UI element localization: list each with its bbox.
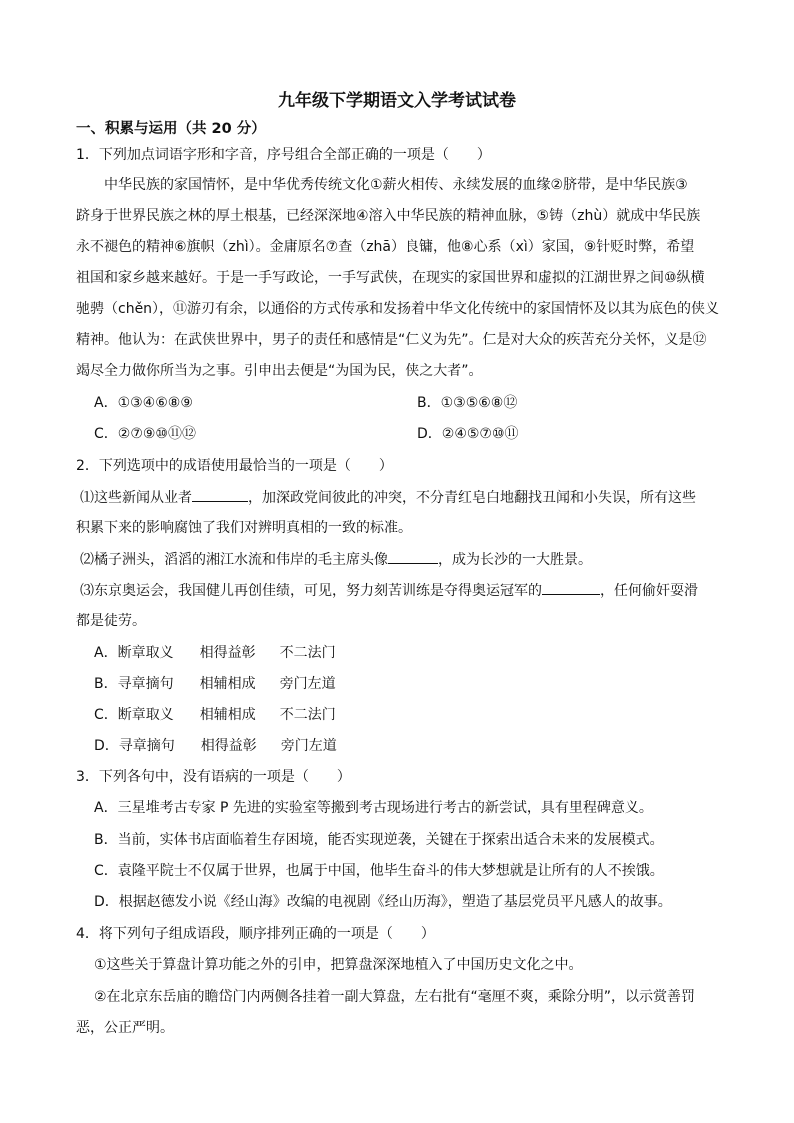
option-word: 旁门左道	[279, 676, 336, 692]
option-word: 相得益彰	[199, 645, 256, 661]
passage-line: 精神。他认为：在武侠世界中，男子的责任和感情是“仁义为先”。仁是对大众的疾苦充分关怀，义是⑫	[76, 332, 707, 348]
question-1-stem: 1．下列加点词语字形和字音，序号组合全部正确的一项是（ ）	[76, 147, 491, 163]
question-2-sentence-1-cont: 积累下来的影响腐蚀了我们对辨明真相的一致的标准。	[76, 520, 412, 536]
question-1-option-a: A．①③④⑥⑧⑨	[94, 395, 193, 411]
option-word: 不二法门	[279, 645, 336, 661]
question-2-option-c	[94, 705, 774, 725]
sentence-text: ，加深政党间彼此的冲突，不分青红皂白地翻找丑闻和小失误，所有这些	[248, 490, 696, 506]
question-3-option-d: D．根据赵德发小说《经山海》改编的电视剧《经山历海》，塑造了基层党员平凡感人的故事。	[94, 894, 672, 910]
question-3-stem: 3．下列各句中，没有语病的一项是（ ）	[76, 769, 351, 785]
passage-line: 永不褪色的精神⑥旗帜（zhì）。金庸原名⑦查（zhā）良镛，他⑧心系（xì）家国，⑨针贬时弊，希望	[76, 239, 695, 255]
question-2-sentence-3-cont: 都是徒劳。	[76, 613, 146, 629]
question-2-option-a	[94, 643, 774, 663]
option-word: 寻章摘句	[118, 738, 175, 754]
passage-line: 祖国和家乡越来越好。于是一手写政论，一手写武侠，在现实的家国世界和虚拟的江湖世界之间⑩纵横	[76, 270, 705, 286]
sentence-text: ⑴这些新闻从业者	[80, 490, 192, 506]
option-word: 旁门左道	[280, 738, 337, 754]
option-word: 寻章摘句	[117, 676, 174, 692]
option-word: 相辅相成	[199, 676, 256, 692]
question-1-option-b: B．①③⑤⑥⑧⑫	[417, 395, 518, 411]
answer-blank	[192, 487, 248, 502]
option-word: 断章取义	[117, 645, 174, 661]
option-letter: D．	[94, 738, 119, 754]
question-1-option-d: D．②④⑤⑦⑩⑪	[417, 426, 519, 442]
question-2-option-b	[94, 674, 774, 694]
sentence-text: ，成为长沙的一大胜景。	[438, 552, 592, 568]
question-4-sentence-1: ①这些关于算盘计算功能之外的引申，把算盘深深地植入了中国历史文化之中。	[94, 957, 583, 973]
answer-blank	[388, 549, 438, 564]
question-4-sentence-2-cont: 恶，公正严明。	[76, 1020, 174, 1036]
exam-title: 九年级下学期语文入学考试试卷	[278, 91, 516, 111]
question-2-option-d	[94, 736, 774, 756]
question-4-sentence-2: ②在北京东岳庙的瞻岱门内两侧各挂着一副大算盘，左右批有“毫厘不爽，乘除分明”，以示赏善罚	[94, 989, 696, 1005]
option-letter: A．	[94, 645, 118, 661]
option-word: 相得益彰	[200, 738, 257, 754]
question-3-option-c: C．袁隆平院士不仅属于世界，也属于中国，他毕生奋斗的伟大梦想就是让所有的人不挨饿。	[94, 863, 664, 879]
question-3-option-a: A．三星堆考古专家 P 先进的实验室等搬到考古现场进行考古的新尝试，具有里程碑意义。	[94, 800, 653, 816]
question-1-option-c: C．②⑦⑨⑩⑪⑫	[94, 426, 196, 442]
question-2-sentence-1	[80, 487, 760, 508]
option-word: 相辅相成	[199, 707, 256, 723]
section-heading: 一、积累与运用（共 20 分）	[76, 121, 266, 137]
passage-line: 驰骋（chěn），⑪游刃有余，以通俗的方式传承和发扬着中华文化传统中的家国情怀及以其为底色的侠义	[76, 301, 720, 317]
sentence-text: ⑶东京奥运会，我国健儿再创佳绩，可见，努力刻苦训练是夺得奥运冠军的	[80, 583, 542, 599]
question-2-sentence-2	[80, 549, 760, 570]
question-3-option-b: B．当前，实体书店面临着生存困境，能否实现逆袭，关键在于探索出适合未来的发展模式。	[94, 832, 664, 848]
answer-blank	[542, 580, 600, 595]
option-letter: C．	[94, 707, 118, 723]
question-2-stem: 2．下列选项中的成语使用最恰当的一项是（ ）	[76, 458, 393, 474]
question-4-stem: 4．将下列句子组成语段，顺序排列正确的一项是（ ）	[76, 926, 435, 942]
sentence-text: ⑵橘子洲头，滔滔的湘江水流和伟岸的毛主席头像	[80, 552, 388, 568]
option-word: 断章取义	[117, 707, 174, 723]
sentence-text: ，任何偷奸耍滑	[600, 583, 698, 599]
option-letter: B．	[94, 676, 118, 692]
passage-line: 跻身于世界民族之林的厚土根基，已经深深地④溶入中华民族的精神血脉，⑤铸（zhù）就成中华民族	[76, 208, 701, 224]
passage-line: 竭尽全力做你所当为之事。引申出去便是“为国为民，侠之大者”。	[76, 363, 483, 379]
option-word: 不二法门	[279, 707, 336, 723]
question-2-sentence-3	[80, 580, 760, 601]
passage-line: 中华民族的家国情怀，是中华优秀传统文化①薪火相传、永续发展的血缘②脐带，是中华民族③	[104, 177, 688, 193]
